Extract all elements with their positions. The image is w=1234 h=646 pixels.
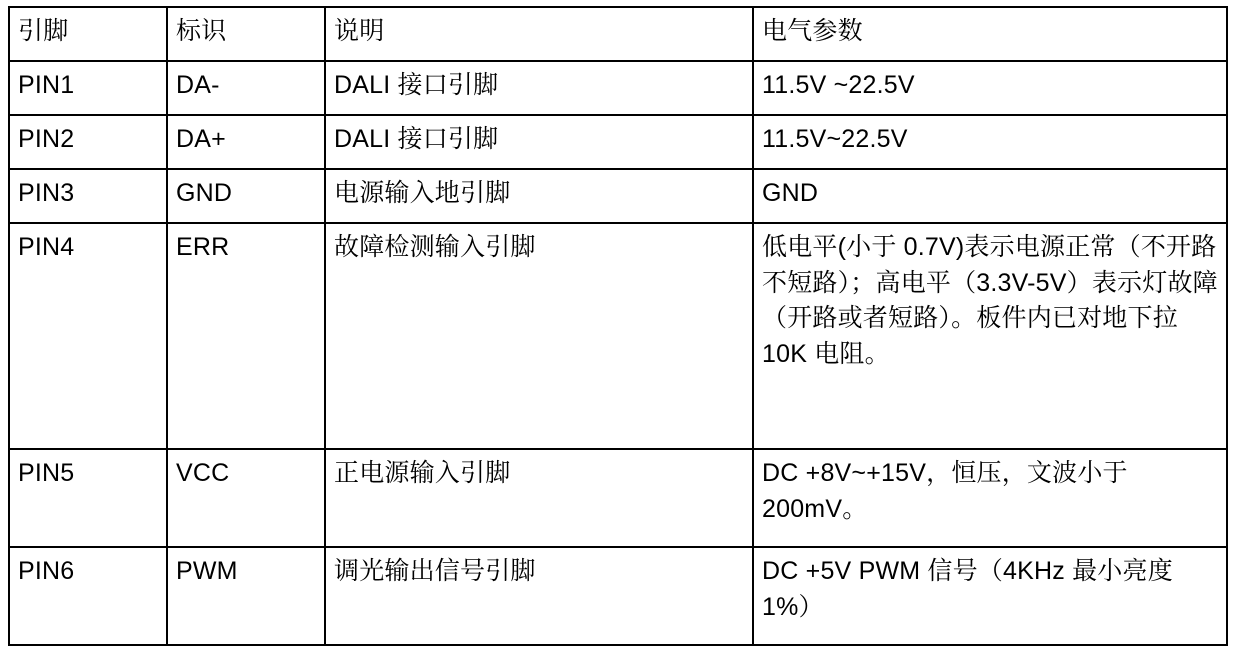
cell-mark [167,547,325,645]
cell-desc-text: DALI 接口引脚 [334,71,499,99]
table-row [9,449,1227,547]
cell-pin [9,449,167,547]
cell-param-text: DC +8V~+15V，恒压，文波小于 200mV。 [762,459,1135,523]
cell-mark-text: GND [176,179,233,207]
cell-param [753,449,1227,547]
table-row [9,223,1227,449]
cell-mark [167,115,325,169]
cell-desc-text: 正电源输入引脚 [334,459,511,487]
cell-param-text: 低电平(小于 0.7V)表示电源正常（不开路不短路）；高电平（3.3V-5V）表示灯故障（开路或者短路）。板件内已对地下拉 10K 电阻。 [762,233,1218,368]
cell-pin-text: PIN6 [18,557,75,585]
cell-pin [9,169,167,223]
cell-pin-text: PIN1 [18,71,75,99]
cell-desc [325,449,753,547]
cell-desc-text: 调光输出信号引脚 [334,557,536,585]
column-header-desc-text: 说明 [334,17,385,45]
cell-pin-text: PIN5 [18,459,75,487]
table-row [9,115,1227,169]
cell-param-text: 11.5V ~22.5V [762,71,915,99]
cell-param [753,115,1227,169]
table-row [9,61,1227,115]
cell-mark-text: ERR [176,233,230,261]
cell-desc-text: DALI 接口引脚 [334,125,499,153]
column-header-mark-text: 标识 [176,17,227,45]
cell-desc [325,223,753,449]
cell-pin [9,115,167,169]
cell-mark [167,449,325,547]
cell-param-text: 11.5V~22.5V [762,125,908,153]
pin-definition-table [8,6,1228,646]
cell-param-text: DC +5V PWM 信号（4KHz 最小亮度 1%） [762,557,1181,621]
cell-mark-text: DA- [176,71,220,99]
column-header-param [753,7,1227,61]
cell-pin-text: PIN4 [18,233,75,261]
document-page [0,6,1234,621]
table-row [9,547,1227,645]
table-header-row [9,7,1227,61]
cell-pin-text: PIN3 [18,179,75,207]
cell-param [753,61,1227,115]
table-row [9,169,1227,223]
cell-mark-text: VCC [176,459,230,487]
cell-desc-text: 电源输入地引脚 [334,179,511,207]
cell-pin [9,223,167,449]
cell-mark [167,61,325,115]
cell-param-text: GND [762,179,819,207]
cell-mark [167,169,325,223]
column-header-param-text: 电气参数 [762,17,863,45]
column-header-mark [167,7,325,61]
cell-param [753,223,1227,449]
cell-pin [9,61,167,115]
cell-pin [9,547,167,645]
cell-desc [325,547,753,645]
cell-mark [167,223,325,449]
column-header-pin-text: 引脚 [18,17,69,45]
cell-desc [325,115,753,169]
cell-desc [325,169,753,223]
cell-desc-text: 故障检测输入引脚 [334,233,536,261]
cell-desc [325,61,753,115]
cell-pin-text: PIN2 [18,125,75,153]
cell-mark-text: DA+ [176,125,226,153]
cell-mark-text: PWM [176,557,238,585]
cell-param [753,547,1227,645]
column-header-desc [325,7,753,61]
column-header-pin [9,7,167,61]
cell-param [753,169,1227,223]
